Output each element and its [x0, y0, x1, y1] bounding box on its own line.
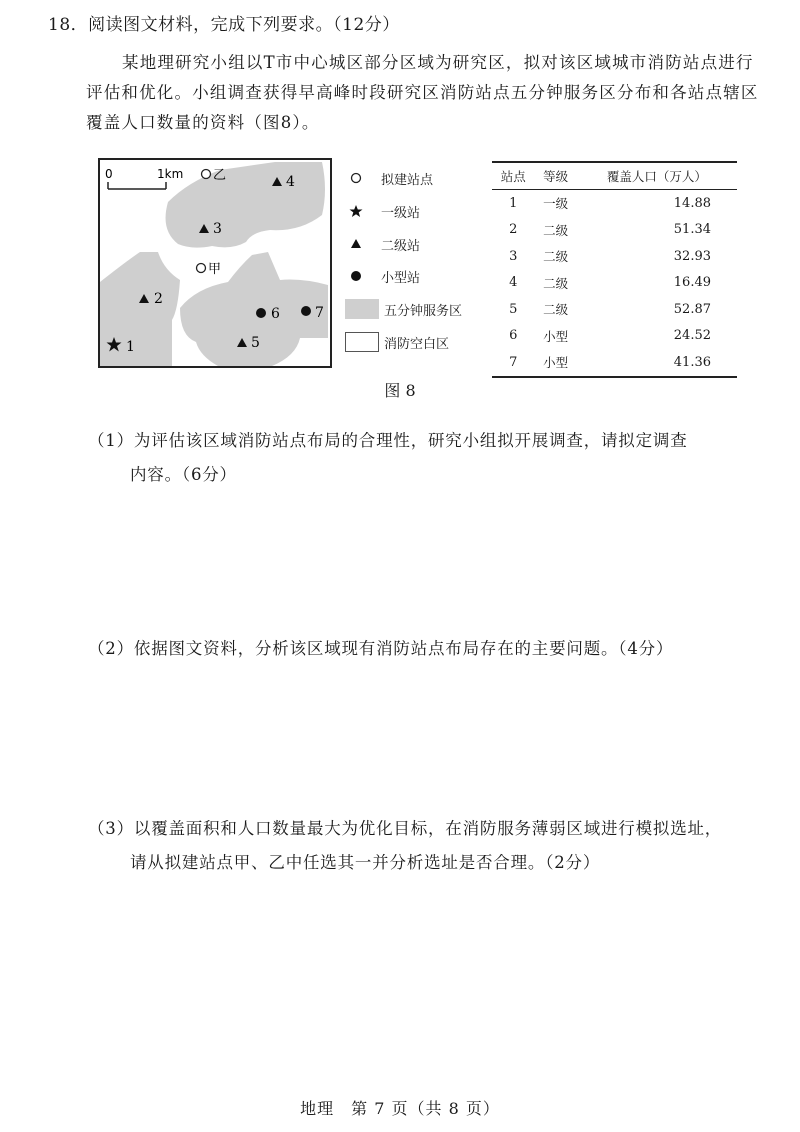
- level-cell: 二级: [543, 275, 569, 291]
- subquestion-2: （2）依据图文资料，分析该区域现有消防站点布局存在的主要问题。（4分）: [88, 639, 674, 658]
- scale-end: 1km: [157, 167, 184, 181]
- subquestion-3: [88, 812, 778, 880]
- site-cell: 6: [509, 328, 518, 344]
- legend-item-blank-area: [345, 330, 449, 354]
- legend-label: 消防空白区: [384, 336, 450, 352]
- station-2-label: 2: [154, 291, 163, 307]
- q1-line1: （1）为评估该区域消防站点布局的合理性，研究小组拟开展调查，请拟定调查: [88, 431, 688, 450]
- legend-label: 一级站: [381, 205, 421, 221]
- hollow-circle-icon: [345, 171, 367, 185]
- table-header-row: [492, 162, 737, 190]
- table-row: [492, 243, 737, 270]
- table-row: [492, 296, 737, 323]
- q3-line2: 请从拟建站点甲、乙中任选其一并分析选址是否合理。（2分）: [130, 853, 601, 872]
- population-cell: 24.52: [673, 328, 711, 344]
- table-row: [492, 217, 737, 244]
- q1-line2: 内容。（6分）: [130, 465, 237, 484]
- legend-label: 五分钟服务区: [384, 303, 463, 319]
- scale-start: 0: [105, 167, 113, 181]
- site-cell: 3: [509, 248, 518, 264]
- population-cell: 32.93: [673, 248, 711, 264]
- site-cell: 1: [509, 195, 518, 211]
- figure-caption: 图 8: [384, 381, 416, 400]
- map-svg: [100, 160, 330, 366]
- table-row: [492, 349, 737, 377]
- station-5-label: 5: [251, 335, 260, 351]
- proposed-site-yi-icon: [202, 170, 211, 179]
- legend-label: 拟建站点: [381, 172, 434, 188]
- table-row: [492, 270, 737, 297]
- page-footer: 地理 第 7 页（共 8 页）: [300, 1099, 500, 1118]
- population-cell: 41.36: [577, 349, 737, 377]
- question-intro: [86, 48, 766, 138]
- level-cell: 小型: [543, 328, 569, 344]
- site-cell: 2: [509, 222, 518, 238]
- intro-text: 某地理研究小组以T市中心城区部分区域为研究区，拟对该区域城市消防站点进行评估和优化。小组调查获得早高峰时段研究区消防站点五分钟服务区分布和各站点辖区覆盖人口数量的资料（图8）。: [86, 53, 759, 132]
- legend-item-service-area: [345, 297, 462, 321]
- header-level: 等级: [534, 162, 576, 190]
- header-site: 站点: [492, 162, 534, 190]
- triangle-icon: [345, 237, 367, 251]
- station-1-label: 1: [126, 339, 135, 355]
- level-cell: 二级: [543, 222, 569, 238]
- legend-label: 小型站: [381, 270, 421, 286]
- proposed-site-yi-label: 乙: [213, 168, 227, 183]
- population-table: [492, 161, 737, 378]
- site-cell: 5: [509, 301, 518, 317]
- station-7-circle-icon: [301, 306, 311, 316]
- legend-label: 二级站: [381, 238, 421, 254]
- level-cell: 二级: [543, 249, 569, 265]
- level-cell: 二级: [543, 302, 569, 318]
- proposed-site-jia-label: 甲: [208, 262, 222, 277]
- header-population: 覆盖人口（万人）: [577, 162, 737, 190]
- star-icon: [345, 204, 367, 218]
- legend-item-level2: [345, 232, 420, 256]
- service-area-north: [166, 162, 325, 248]
- station-6-label: 6: [271, 306, 280, 322]
- site-cell: 4: [509, 275, 518, 291]
- legend-item-level1: [345, 199, 420, 223]
- legend-item-small: [345, 264, 420, 288]
- level-cell: 一级: [543, 196, 569, 212]
- population-cell: 16.49: [673, 275, 711, 291]
- legend-item-proposed: [345, 166, 433, 190]
- station-4-label: 4: [286, 174, 295, 190]
- white-box-icon: [345, 332, 379, 352]
- subquestion-1: [88, 424, 768, 492]
- question-header: 18．阅读图文材料，完成下列要求。（12分）: [48, 15, 400, 35]
- proposed-site-jia-icon: [197, 264, 206, 273]
- level-cell: 小型: [534, 349, 576, 377]
- population-cell: 52.87: [673, 301, 711, 317]
- station-6-circle-icon: [256, 308, 266, 318]
- site-cell: 7: [492, 349, 534, 377]
- filled-circle-icon: [345, 269, 367, 283]
- population-cell: 51.34: [673, 222, 711, 238]
- station-7-label: 7: [315, 305, 324, 321]
- gray-box-icon: [345, 299, 379, 319]
- table-row: [492, 190, 737, 217]
- station-3-label: 3: [213, 221, 222, 237]
- table-row: [492, 323, 737, 350]
- fire-station-map: [98, 158, 332, 368]
- q3-line1: （3）以覆盖面积和人口数量最大为优化目标，在消防服务薄弱区域进行模拟选址，: [88, 819, 723, 838]
- population-cell: 14.88: [673, 195, 711, 211]
